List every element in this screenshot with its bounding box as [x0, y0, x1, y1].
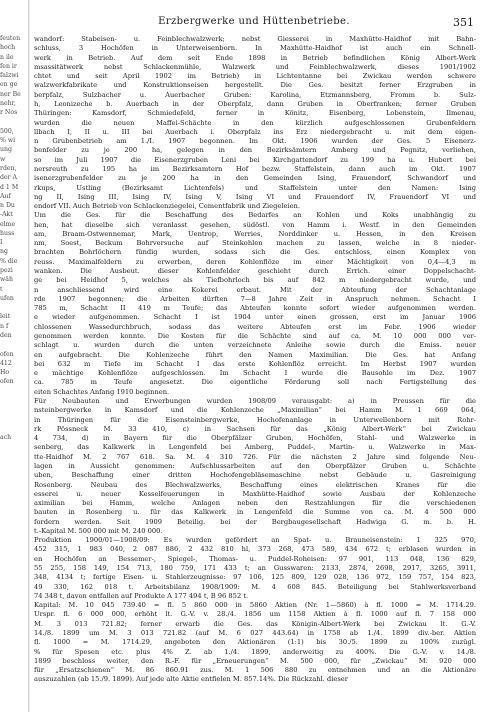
text-line: 1899 beschloss weiter, den R.-F. für „Erneuerungen“ M. 500 000, für „Zwickau“ M. 920 000: [34, 656, 476, 665]
margin-fragment: [0, 628, 30, 637]
margin-fragment: [0, 461, 30, 470]
margin-fragment: [0, 674, 30, 683]
margin-fragment: [0, 619, 30, 628]
margin-fragment: ung: [0, 146, 12, 154]
margin-fragment: [0, 452, 30, 461]
margin-fragment: t: [0, 285, 3, 293]
text-line: benfelder zu je 200 ha, gelegen in den Bezirksämtern Amberg und Pegnitz, verliehen,: [34, 146, 476, 155]
text-line: ge bei Heidhof 5, welches als Tiefbohrloch bis auf 842 m niedergebracht wurde, und: [34, 276, 476, 285]
text-line: 4 734, d) in Bayern für die Oberpfälzer Gruben, Hochöfen, Stahl- und Walzwerke in: [34, 434, 476, 443]
margin-fragment: ach: [0, 434, 12, 442]
margin-fragment: [0, 637, 30, 646]
margin-fragment: [0, 489, 30, 498]
margin-fragment: [0, 656, 30, 665]
margin-fragment: [0, 424, 30, 433]
text-line: ca. 785 m Teufe angesetzt. Die eigentliche Förderung soll nach Fertigstellung des: [34, 378, 476, 387]
text-line: fordern werden. Seit 1909 Beteilig. bei der Bergbaugesellschaft Hadwiga G. m. b. H.: [34, 517, 476, 526]
text-line: 348, 4134 t; fertige Eisen- u. Stahlerzeugnisse: 97 106, 125 809, 129 028, 136 972, 159 757, 154 823,: [34, 573, 476, 582]
margin-fragment: [0, 480, 30, 489]
text-line: en Hochöfen an Bessemer-, Spiegel-, Thomas- u. Puddel-Roheisen: 97 901, 113 048, 136 829,: [34, 554, 476, 563]
margin-fragment: falzwi: [0, 72, 19, 80]
text-line: berpfalz, Sulzbacher u. Auerbacher Gruben: Karolina, Etzmannsberg, Fromm b. Sulz-: [34, 90, 476, 99]
text-line: wurden die neuen Maffei-Schächte in den kürzlich aufgeschlossenen Grubenfeldern: [34, 118, 476, 127]
margin-fragment: [0, 340, 30, 349]
margin-fragment: [0, 498, 30, 507]
margin-fragment: [0, 647, 30, 656]
text-line: M. 3 013 721.82; ferner erwarb die Ges. das Königin-Albert-Werk bei Zwickau lt. G.-V.: [34, 619, 476, 628]
text-line: 785 m, Schacht II 419 m Teufe; das Abteufen konnte sofort wieder aufgenommen werden.: [34, 304, 476, 313]
text-line: 74 348 t, davon entfallen auf Produkte A 177 494 t, B 96 852 t.: [34, 591, 249, 600]
margin-fragment: rden,: [0, 164, 17, 172]
text-line: rde 1907 begonnen; die Arbeiten dürften 7—8 Jahre Zeit in Anspruch nehmen. Schacht I: [34, 294, 476, 303]
text-line: bei 632 m Tiefe im Schacht I das erste Kohlenflöz erreicht. Im Herbst 1907 wurden: [34, 359, 476, 368]
text-line: fl. 1000 = M. 1714.29, angeboten den Aktionären (1:1) bis 30./5. 1899 zu 100% zuzügl.: [34, 638, 476, 647]
text-line: tte-Haidhof M. 2 767 618. Sa. M. 4 310 726. Für die nächsten 2 Jahre sind folgende Neu-: [34, 452, 476, 461]
text-line: Urspr. fl. 6 000 000, erhöht lt. G.-V. v. 28./4. 1856 um 1158 Aktien à fl. 1000 auf fl. 7 158 000: [34, 610, 476, 619]
margin-fragment: nehr,: [0, 99, 16, 107]
margin-fragment: [0, 442, 30, 451]
margin-fragment: den: [0, 332, 12, 339]
margin-fragment: ofen: [0, 350, 14, 358]
margin-fragment: [0, 470, 30, 479]
margin-fragment: d 1 M: [0, 183, 19, 191]
text-line: für „Ersatzschienen“ M. 86 860.91 zus. M. 1 506 880 zu entnehmen und an die Aktionäre: [34, 666, 476, 675]
text-line: bauten in Rosenberg u. für das Kalkwerk in Lengenfeld die Summe von ca. M. 4 500 000: [34, 508, 476, 517]
text-line: genommen werden konnte. Die Kosten für die Schächte sind auf ca. M. 10 000 000 ver-: [34, 332, 476, 340]
text-line: so im Juli 1907 die Eisenerzgruben Leni bei Kirchgattendorf zu 199 ha u. Hubert bei: [34, 155, 476, 164]
text-line: Kapital: M. 10 045 739.40 = fl. 5 860 000 in 5860 Aktien (Nr. 1—5860) à fl. 1000 = M. 1714.29.: [34, 601, 476, 610]
text-line: brachten Bohrlöchern fündig wurden, sodass sich die Ges. entschloss, einen Komplex von: [34, 248, 476, 257]
margin-fragment: [0, 415, 30, 424]
text-line: chlossenen Wassedurchbruch, sodass das weitere Abteufen erst im Febr. 1906 wieder: [34, 322, 476, 331]
margin-fragment: [0, 609, 30, 618]
margin-fragment: ofen: [0, 378, 14, 386]
margin-fragment: fen ir: [0, 62, 17, 70]
margin-fragment: [0, 535, 30, 544]
margin-fragment: [0, 665, 30, 674]
margin-fragment: r Nos: [0, 109, 18, 117]
margin-fragment: [0, 118, 30, 127]
text-line: aximilian bei Hamm, welche Anlagen neben den Restzahlungen für die verschiedenen: [34, 499, 476, 508]
text-line: nsteinbergwerke in Kamsdorf und die Kohlenzeche „Maximilian“ bei Hamm M. 1 669 064,: [34, 406, 476, 415]
text-line: n Grubenbetrieb am 1./I. 1907 begonnen. Im Okt. 1906 wurden der Ges. 5 Eisenerz-: [34, 137, 476, 146]
margin-fragment: [0, 582, 30, 591]
running-header: [34, 16, 474, 30]
margin-fragment: [0, 693, 30, 702]
margin-fragment: 500,: [0, 127, 14, 135]
margin-fragment: wäh: [0, 276, 13, 284]
text-line: h, Leonizeche b. Auerbach in der Oberpfalz, dann Gruben in Oberfranken; ferner Gruben: [34, 99, 476, 108]
text-line: hen, hat dieselbe sich veranlasst gesehen, südöstl. von Hamm i. Westf. in den Gemeinden: [34, 220, 476, 229]
margin-fragment: -Akt: [0, 211, 13, 219]
text-line: in Thüringen für die Eisensteinbergwerke, Hochofenanlage in Unterwellenborn mit Rohr-: [34, 415, 476, 424]
text-line: lagen in Aussicht genommen: Aufschlussarbeiten auf den Oberpfälzer Gruben u. Schächte: [34, 461, 476, 470]
margin-fragment: 412: [0, 359, 12, 367]
margin-fragment: [0, 405, 30, 414]
page-number: 351: [453, 16, 474, 29]
text-line: nersreuth zu 195 ha im Bezirksamtern Hof bezw. Staffelstein, dann auch im Okt. 1907: [34, 164, 476, 173]
text-line: isenerzgrubenfelder zu je 200 ha in den Gemeinden Ising, Frauendorf, Schwandorf und: [34, 174, 476, 183]
margin-fragment: n f: [0, 322, 9, 330]
text-line: % für Spesen etc. plus 4% Z. ab 1./4. 1899, anderweitig zu 400%. Die G.-V. v. 14./8.: [34, 647, 476, 656]
text-line: endorf VII. Auch Betrieb von Schlackenziegelei, Cementfabrik und Ziegeleien.: [34, 202, 300, 211]
margin-fragment: ner Be: [0, 90, 21, 98]
text-line: reuss. Maximalfeldern zu erwerben, deren Kohlenflöze im einer Mächtigkeit von 0,4—4,3 m: [34, 257, 476, 266]
text-line: t.-Kapital M. 500 000 mit M. 240 000.: [34, 526, 163, 535]
text-line: llbach I, II u. III bei Auerbach i. Oberpfalz ins Erz niedergebracht u. mit dem eigen-: [34, 127, 476, 136]
margin-fragment: ufen: [0, 294, 14, 302]
text-line: walzwerkfabrikate und Konstruktionseisen hergestellt. Die Ges. besitzt ferner Erzgruben in: [34, 81, 476, 90]
running-title: Erzbergwerke und Hüttenbetriebe.: [158, 16, 350, 27]
text-line: rkups, Ustling (Bezirksamt Lichtenfels) und Staffelstein unter den Namen: Ising: [34, 183, 476, 192]
text-line: ng II, Ising III, Ising IV, Ising V, Ising VI und Frauendorf IV, Frauendorf VI und: [34, 192, 476, 201]
margin-fragment: [0, 554, 30, 563]
margin-fragment: [0, 507, 30, 516]
text-line: esserei u. neuer Kesselfeuerungen in Maxhütte-Haidhof sowie Ausbau der Kohlenzeche: [34, 489, 476, 498]
margin-fragment: [0, 387, 30, 396]
text-line: nm, Soest, Beckum Bohrversuche auf Steinkohlen machen zu lassen, welche in 8 nieder-: [34, 239, 476, 248]
margin-fragment: [0, 572, 30, 581]
text-line: Thüringen: Kamsdorf, Schmiedefeld, ferner in Könitz, Eisenberg, Lobenstein, Ilmenau,: [34, 109, 476, 118]
margin-fragment: [0, 600, 30, 609]
margin-fragment: pezi: [0, 267, 13, 275]
margin-fragment: der A: [0, 174, 18, 182]
text-line: en aufgebracht. Die Kohlenzeche führt den Namen Maximilian. Die Ges. hat Anfang: [34, 350, 476, 359]
margin-fragment: w: [0, 155, 6, 163]
margin-fragment: [0, 544, 30, 553]
text-line: n anschliessend wird eine Kokerei erbaut. Mit der Abteufung der Schachtanlage: [34, 285, 476, 294]
text-line: wanken. Die Ausbeut. dieser Kohlenfelder geschieht durch Errich. einer Doppelschacht-: [34, 267, 476, 276]
margin-fragment: elme: [0, 220, 16, 228]
margin-fragment: huss: [0, 229, 15, 237]
text-line: 49 330, 162 018 t. Arbeitsbilanz 1908/1909: M. 4 608 845. Beteiligung bei Stahlwerksverband: [34, 582, 476, 591]
margin-fragment: [0, 517, 30, 526]
text-line: Um die Ges. für die Beschaffung des Bedarfes an Kohlen und Koks unabhängig zu: [34, 211, 476, 220]
text-line: e mächtige Kohlenflöze aufgeschlossen. Im Schacht I wurde die Bausohle im Dez. 1907: [34, 369, 476, 378]
text-line: eiten Schachtes Anfang 1910 beginnen.: [34, 387, 170, 396]
text-line: 14./8. 1899 um M. 3 013 721.82 (auf M. 6 027 443.64) in 1758 ab 1./4. 1899 div.-ber. Aktien: [34, 629, 476, 637]
text-line: Produktion 1900/01—1908/09: Es wurden gefördert an Spat- u. Brauneisenstein: 1 325 970,: [34, 536, 476, 545]
margin-fragment: [0, 591, 30, 600]
margin-fragment: I: [0, 239, 3, 247]
text-line: uben, Beschaffung einer dritten Hochofengebläsemaschine nebst Gebäude u. Gasreinigung: [34, 471, 476, 480]
adjacent-page-margin: [0, 34, 30, 704]
margin-fragment: % wi: [0, 137, 16, 145]
margin-fragment: % die: [0, 257, 18, 265]
text-line: schluss, 3 Hochöfen in Unterweisenborn. In Maxhütte-Haidhof ist auch ein Schnell-: [34, 44, 476, 53]
margin-fragment: [0, 526, 30, 535]
margin-fragment: [0, 563, 30, 572]
margin-fragment: n Du: [0, 202, 15, 210]
margin-fragment: Auf: [0, 192, 11, 200]
margin-fragment: [0, 396, 30, 405]
margin-fragment: [0, 303, 30, 312]
text-line: e wieder aufgenommen. Schacht I ist 1904 unter einen grossen, erst im Januar 1906: [34, 313, 476, 322]
margin-fragment: n ile: [0, 53, 14, 61]
text-line: Rosenberg. Neubau des Blechwalzwerks, Beschaffung eines elektrischen Kranes für die: [34, 480, 476, 489]
margin-fragment: [0, 684, 30, 693]
margin-fragment: en ge: [0, 81, 18, 89]
text-line: werk in Betrieb. Auf dem seit Ende 1898 in Betrieb befindlichen König Albert-Werk: [34, 53, 476, 62]
text-line: msassitätwerk nebst Schlackenmühle, Walzwerk und Feinblechwalzwerk, dieses 1901/1902: [34, 62, 476, 71]
text-line: am, Braam-Ostwennemar, Mark, Uentrop, Werries, Norddinker u. Hessen, in den Kreisen: [34, 229, 476, 238]
text-line: 452 315, 1 983 040, 2 087 886, 2 432 810 hl, 373 268, 473 589, 434 672 t; erblasen wurden in: [34, 545, 476, 554]
margin-fragment: Ho: [0, 369, 10, 377]
margin-fragment: hoch: [0, 44, 16, 52]
document-body: [34, 35, 476, 705]
text-line: senberg, das Kalkwerk in Lengenfeld bei Amberg, Puddel-, Martin- u. Walzwerke in Max-: [34, 443, 476, 452]
margin-fragment: leit: [0, 313, 11, 321]
margin-fragment: feuten: [0, 35, 21, 42]
text-line: schlagt u. wurden durch die unten verzeichnete Anleihe sowie durch die Emiss. neuer: [34, 341, 476, 350]
text-line: 55 255, 158 149, 154 713, 180 759, 171 433 t; an Gusswaren: 2133, 2874, 2698, 2917, 3265, 3911,: [34, 564, 476, 573]
text-line: rk Pössneck M. 33 410, c) in Sachsen für das „König Albert-Werk“ bei Zwickau: [34, 424, 476, 433]
text-line: Für Neubauten und Erwerbungen wurden 1908/09 verausgabt: a) in Preussen für die: [34, 396, 476, 405]
text-line: auszuzahlen (ab 15./9. 1899). Auf jede alte Aktie entfielen M. 857.14%. Die Rückzahl. dieser: [34, 675, 348, 684]
text-line: chtet und seit April 1902 im Betrieb) in Lichtentanne bei Zwickau werden schwere: [34, 72, 476, 81]
text-line: wandorf: Stabeisen- u. Feinblechwalzwerk; nebst Giesserei in Maxhütte-Haidhof mit Bahn-: [34, 35, 476, 43]
margin-fragment: ng: [0, 248, 8, 256]
